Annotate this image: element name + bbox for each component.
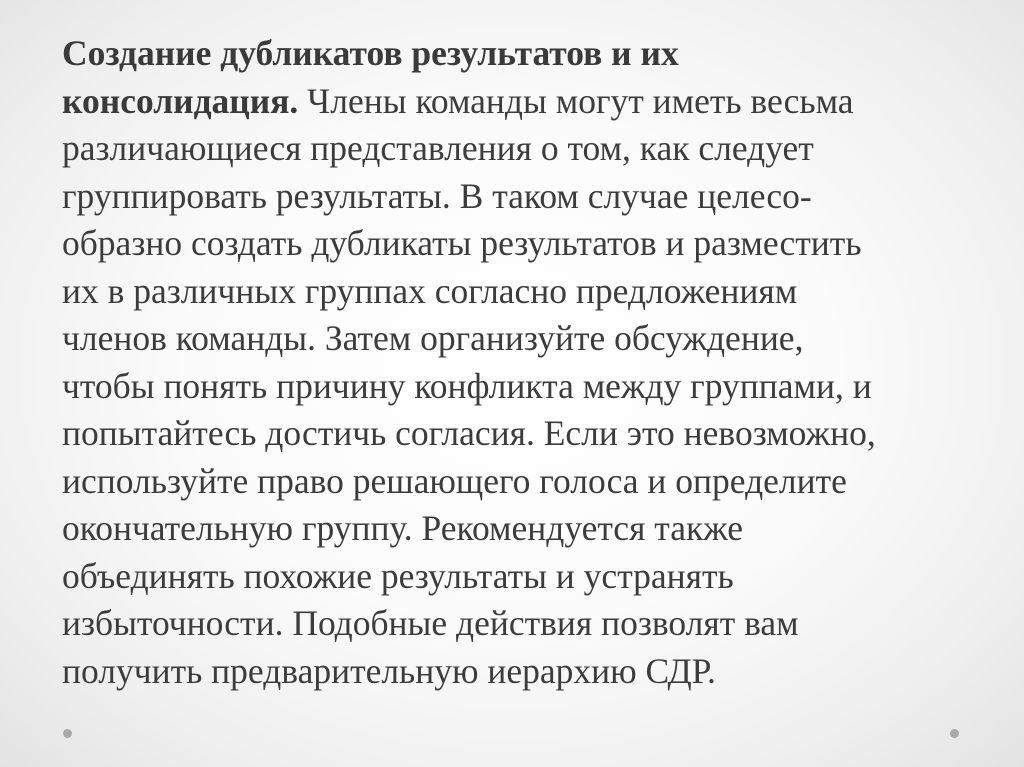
text-line-2-rest: Члены команды могут иметь весьма — [298, 80, 854, 121]
text-line-2 — [62, 78, 992, 126]
slide-body-text — [62, 30, 992, 695]
text-line-10: используйте право решающего голоса и определите — [62, 460, 847, 501]
text-line-7: членов команды. Затем организуйте обсуждение, — [62, 318, 804, 358]
decorative-dot-left — [63, 729, 72, 738]
text-line-5: образно создать дубликаты результатов и разместить — [62, 223, 862, 263]
text-line-8: чтобы понять причину конфликта между группами, и — [62, 365, 872, 406]
heading-text-1: Создание дубликатов результатов и их — [62, 33, 679, 73]
text-line-9: попытайтесь достичь согласия. Если это невозможно, — [62, 413, 876, 453]
text-line-12: объединять похожие результаты и устранять — [62, 555, 734, 596]
text-line-14: получить предварительную иерархию СДР. — [62, 650, 716, 691]
text-line-1 — [62, 30, 992, 78]
text-line-6: их в различных группах согласно предложениям — [62, 270, 798, 311]
heading-text-2: консолидация. — [62, 80, 299, 121]
decorative-dot-right — [950, 729, 959, 738]
text-line-11: окончательную группу. Рекомендуется также — [62, 508, 744, 548]
text-line-4: группировать результаты. В таком случае целесо- — [62, 175, 812, 216]
text-line-13: избыточности. Подобные действия позволят вам — [62, 603, 799, 643]
text-line-3: различающиеся представления о том, как следует — [62, 128, 814, 168]
